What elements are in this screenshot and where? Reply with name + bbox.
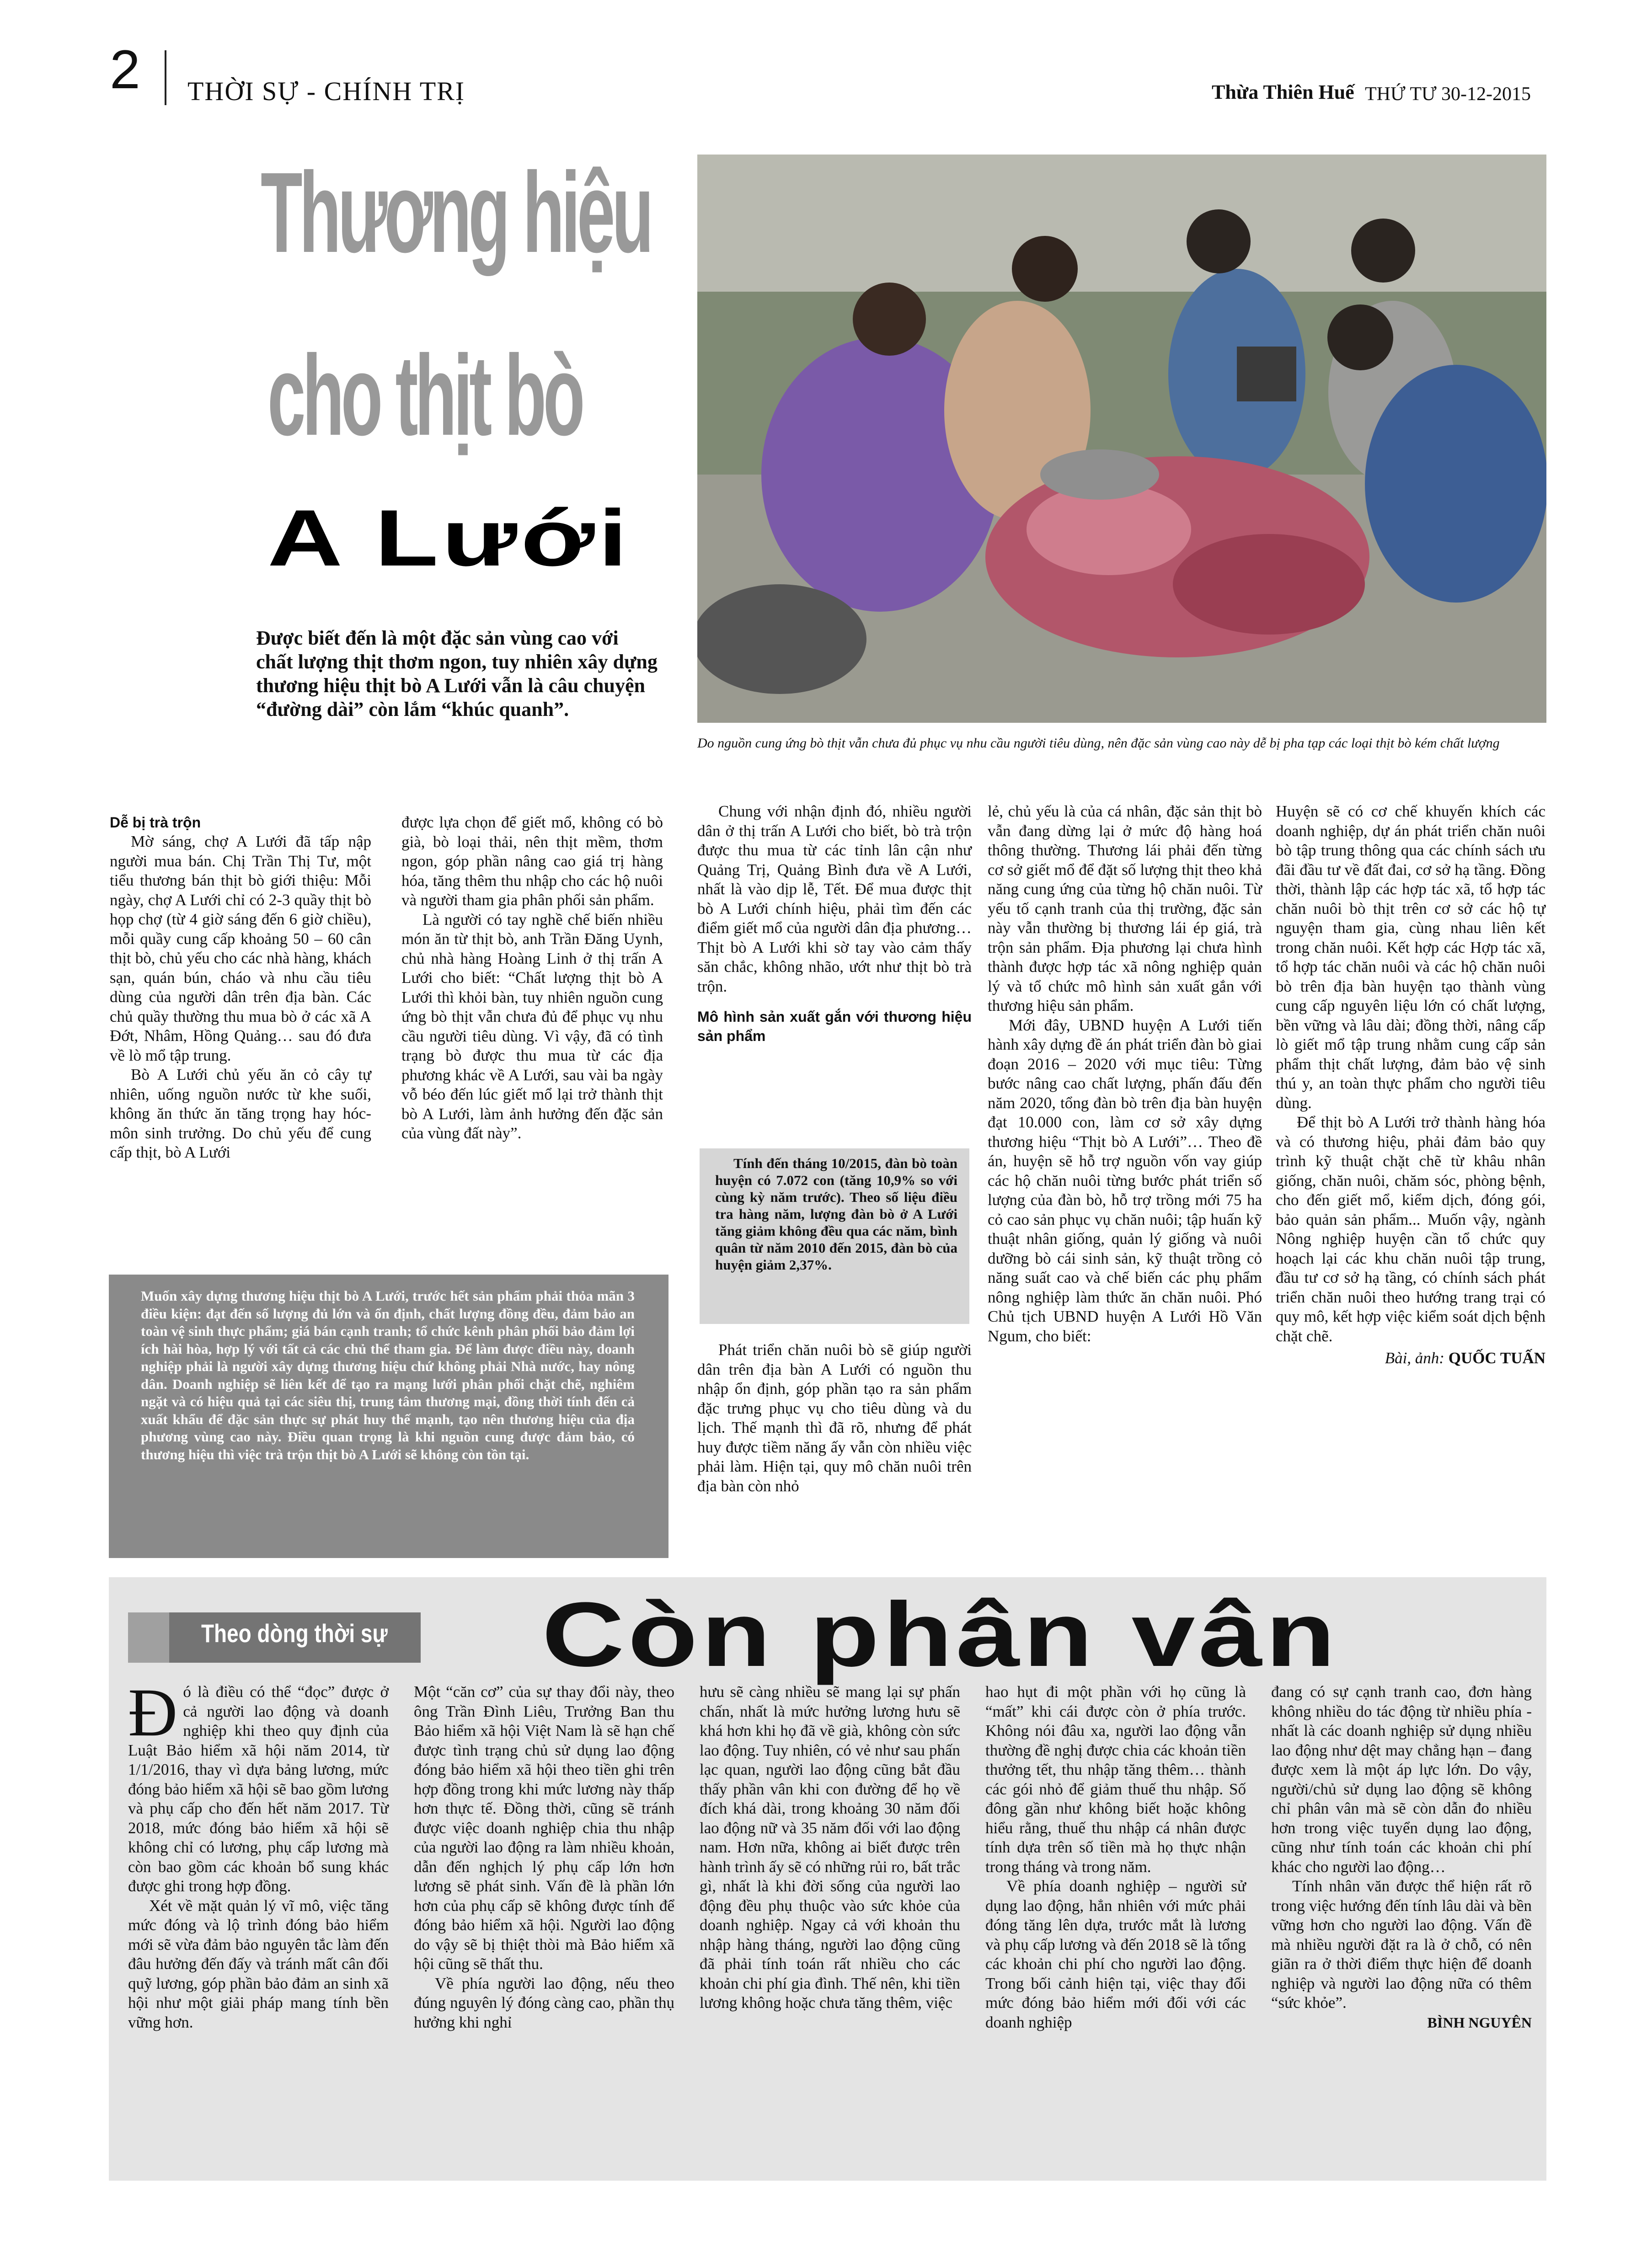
bottom-column-3 xyxy=(700,1682,960,2013)
article-column-3-cont xyxy=(697,1340,972,1496)
highlight-box xyxy=(109,1275,668,1558)
statistics-box xyxy=(700,1148,969,1324)
bottom-headline: Còn phân vân xyxy=(542,1584,1339,1686)
paragraph: đang có sự cạnh tranh cao, đơn hàng không nhiều do tác động từ nhiều phía - nhất là các doanh nghiệp sử dụng nhiều lao động như dệt may chẳng hạn – đang được xem là một áp lực lớn. Do vậy, người/chủ sử dụng lao động sẽ không chỉ phân vân mà sẽ còn dẫn đo nhiều hơn trong việc tuyển dụng lao động, cũng như tính toán các khoản chi phí khác cho người lao động… xyxy=(1271,1683,1532,1876)
article-column-3 xyxy=(697,802,972,1046)
article-column-4 xyxy=(988,802,1262,1346)
photo-illustration xyxy=(697,155,1546,723)
paragraph: lẻ, chủ yếu là của cá nhân, đặc sản thịt bò vẫn đang dừng lại ở mức độ hàng hoá thông thường. Thương lái phải đến từng cơ sở giết mổ để đặt số lượng thịt theo khả năng cung ứng của từng hộ chăn nuôi. Từ yếu tố cạnh tranh của thị trường, đặc sản này vẫn thường bị thương lái ép giá, trà trộn sản phẩm. Địa phương lại chưa hình thành được hợp tác xã nông nghiệp quản lý và tổ chức mô hình sản xuất gắn với thương hiệu sản phẩm. xyxy=(988,802,1262,1014)
column-label: Theo dòng thời sự xyxy=(201,1619,388,1648)
page-number: 2 xyxy=(110,39,140,100)
paragraph: Xét về mặt quản lý vĩ mô, việc tăng mức đóng và lộ trình đóng bảo hiểm mới sẽ vừa đảm bảo nguyên tắc làm đến đâu hưởng đến đấy và tránh mất cân đối quỹ lương, góp phần bảo đảm an sinh xã hội như một giải pháp mang tính bền vững hơn. xyxy=(128,1896,389,2031)
headline-line-3: A Lưới xyxy=(267,494,631,583)
author-signature: BÌNH NGUYÊN xyxy=(1427,2014,1532,2031)
paragraph: Về phía doanh nghiệp – người sử dụng lao động, hẳn nhiên với mức phải đóng tăng lên dựa, trước mắt là lương và phụ cấp lương và đến 2018 sẽ là tổng các khoản chi phí cho người lao động. Trong bối cảnh hiện tại, việc thay đổi mức đóng bảo hiểm mới đối với các doanh nghiệp xyxy=(985,1877,1246,2031)
byline xyxy=(1276,1349,1545,1368)
bottom-column-2 xyxy=(414,1682,674,2032)
photo-caption: Do nguồn cung ứng bò thịt vẫn chưa đủ phục vụ nhu cầu người tiêu dùng, nên đặc sản vùng cao này dễ bị pha tạp các loại thịt bò kém chất lượng xyxy=(697,736,1500,751)
section-title: THỜI SỰ - CHÍNH TRỊ xyxy=(187,76,465,106)
byline-author: QUỐC TUẤN xyxy=(1448,1349,1545,1367)
paragraph: Là người có tay nghề chế biến nhiều món ăn từ thịt bò, anh Trần Đăng Uynh, chủ nhà hàng Hoàng Linh ở thị trấn A Lưới cho biết: “Chất lượng thịt bò A Lưới thì khỏi bàn, tuy nhiên nguồn cung ứng bò thịt vẫn chưa đủ để phục vụ nhu cầu người tiêu dùng. Vì vậy, đã có tình trạng bò được thu mua từ các địa phương khác về A Lưới, sau vài ba ngày vỗ béo đến lúc giết mổ lại trở thành thịt bò A Lưới, làm ảnh hưởng đến đặc sản của vùng đất này”. xyxy=(401,910,663,1142)
paragraph: Huyện sẽ có cơ chế khuyến khích các doanh nghiệp, dự án phát triển chăn nuôi bò tập trung thông qua các chính sách ưu đãi đầu tư về đất đai, cơ sở hạ tầng. Đồng thời, thành lập các hợp tác xã, tổ hợp tác chăn nuôi bò thịt trên cơ sở các hộ tự nguyện tham gia, cùng nhau liên kết trong chăn nuôi. Kết hợp các Hợp tác xã, tổ hợp tác chăn nuôi và các hộ chăn nuôi bò trên địa bàn huyện tạo thành vùng cung cấp nguyên liệu lớn có chất lượng, bền vững và lâu dài; đồng thời, nâng cấp lò giết mổ tập trung nhằm cung cấp sản phẩm thịt chất lượng, đảm bảo vệ sinh thú y, an toàn thực phẩm cho người tiêu dùng. xyxy=(1276,802,1545,1112)
bottom-column-4 xyxy=(985,1682,1246,2032)
paragraph: Bò A Lưới chủ yếu ăn cỏ cây tự nhiên, uống nguồn nước từ khe suối, không ăn thức ăn tăng trọng hay hóc-môn sinh trưởng. Do chủ yếu để cung cấp thịt, bò A Lưới xyxy=(110,1066,371,1161)
statistics-text: Tính đến tháng 10/2015, đàn bò toàn huyện có 7.072 con (tăng 10,9% so với cùng kỳ năm trước). Theo số liệu điều tra hàng năm, lượng đàn bò ở A Lưới tăng giảm không đều qua các năm, bình quân từ năm 2010 đến 2015, đàn bò của huyện giảm 2,37%. xyxy=(715,1155,957,1273)
headline-line-1: Thương hiệu xyxy=(261,149,651,276)
headline-line-2: cho thịt bò xyxy=(267,331,582,459)
paragraph: hao hụt đi một phần với họ cũng là “mất” khi cái được còn ở phía trước. Không nói đâu xa, người lao động vẫn thường đề nghị được chia các khoản tiền thưởng tết, thu nhập tăng thêm… thành các gói nhỏ để giảm thuế thu nhập. Số đông gần như không biết hoặc không hiểu rằng, thuế thu nhập cá nhân được tính dựa trên số tiền mà họ thực nhận trong tháng và trong năm. xyxy=(985,1683,1246,1876)
drop-cap: Đ xyxy=(128,1675,178,1750)
paragraph: Mới đây, UBND huyện A Lưới tiến hành xây dựng đề án phát triển đàn bò giai đoạn 2016 – 2020 với mục tiêu: Từng bước nâng cao chất lượng, phấn đấu đến năm 2020, tổng đàn bò trên địa bàn huyện đạt 10.000 con, làm cơ sở xây dựng thương hiệu “Thịt bò A Lưới”… Theo đề án, huyện sẽ hỗ trợ nguồn vốn vay giúp các hộ chăn nuôi từng bước phát triển số lượng của đàn bò, hỗ trợ trồng mới 75 ha cỏ cao sản phục vụ chăn nuôi; tập huấn kỹ thuật nhân giống, quản lý giống và nuôi dưỡng bò cái sinh sản, kỹ thuật trồng cỏ năng suất cao và chế biến các phụ phẩm nông nghiệp làm thức ăn chăn nuôi. Phó Chủ tịch UBND huyện A Lưới Hồ Văn Ngum, cho biết: xyxy=(988,1016,1262,1345)
paragraph: Phát triển chăn nuôi bò sẽ giúp người dân trên địa bàn A Lưới có nguồn thu nhập ổn định, góp phần tạo ra sản phẩm đặc trưng phục vụ cho tiêu dùng và du lịch. Thế mạnh thì đã rõ, nhưng để phát huy được tiềm năng ấy vẫn còn nhiều việc phải làm. Hiện tại, quy mô chăn nuôi trên địa bàn còn nhỏ xyxy=(697,1341,972,1495)
issue-date: THỨ TƯ 30-12-2015 xyxy=(1365,84,1531,105)
article-column-1 xyxy=(110,813,371,1163)
newspaper-name: Thừa Thiên Huế xyxy=(1212,81,1354,103)
highlight-text: Muốn xây dựng thương hiệu thịt bò A Lưới, trước hết sản phẩm phải thỏa mãn 3 điều kiện: đạt đến số lượng đủ lớn và ổn định, chất lượng đồng đều, đảm bảo an toàn vệ sinh thực phẩm; giá bán cạnh tranh; tổ chức kênh phân phối bảo đảm lợi ích hài hòa, hợp lý với tất cả các chủ thể tham gia. Để làm được điều này, doanh nghiệp phải là người xây dựng thương hiệu chứ không phải Nhà nước, hay nông dân. Doanh nghiệp sẽ liên kết để tạo ra mạng lưới phân phối chặt chẽ, nghiêm ngặt và có hiệu quả tại các siêu thị, trung tâm thương mại, đồng thời tính đến cả xuất khẩu để đặc sản thực sự phát huy thế mạnh, tạo nên thương hiệu của địa phương vùng cao này. Điều quan trọng là khi nguồn cung được đảm bảo, có thương hiệu thì việc trà trộn thịt bò A Lưới sẽ không còn tồn tại. xyxy=(141,1288,635,1462)
bottom-column-5 xyxy=(1271,1682,1532,2032)
subheading: Dễ bị trà trộn xyxy=(110,814,201,831)
paragraph: Để thịt bò A Lưới trở thành hàng hóa và có thương hiệu, phải đảm bảo quy trình kỹ thuật chặt chẽ từ khâu nhân giống, chăn nuôi, chăm sóc, phòng bệnh, cho đến giết mổ, kiểm dịch, đóng gói, bảo quản sản phẩm... Muốn vậy, ngành Nông nghiệp huyện cần tổ chức quy hoạch lại các khu chăn nuôi tập trung, đầu tư cơ sở hạ tầng, có chính sách phát triển chăn nuôi theo hướng trang trại có quy mô, kết hợp việc kiểm soát dịch bệnh chặt chẽ. xyxy=(1276,1113,1545,1345)
paragraph-text: ó là điều có thể “đọc” được ở cả người lao động và doanh nghiệp khi theo quy định của Luật Bảo hiểm xã hội năm 2014, từ 1/1/2016, thay vì dựa bảng lương, mức đóng bảo hiểm xã hội sẽ bao gồm lương và phụ cấp cho đến hết năm 2017. Từ 2018, mức đóng bảo hiểm xã hội sẽ không chỉ có lương, phụ cấp lương mà còn bao gồm các khoản bổ sung khác được ghi trong hợp đồng. xyxy=(128,1683,389,1895)
article-photo xyxy=(697,155,1546,723)
header-divider xyxy=(165,50,166,105)
paragraph: Một “căn cơ” của sự thay đổi này, theo ông Trần Đình Liêu, Trưởng Ban thu Bảo hiểm xã hội Việt Nam là sẽ hạn chế được tình trạng chủ sử dụng lao động đóng bảo hiểm xã hội theo tiền ghi trên hợp đồng trong khi mức lương này thấp hơn thực tế. Đồng thời, cũng sẽ tránh được việc doanh nghiệp chia thu nhập của người lao động ra làm nhiều khoản, dẫn đến nghịch lý phụ cấp lớn hơn lương sẽ phát sinh. Vấn đề là phần lớn hơn của phụ cấp sẽ không được tính để đóng bảo hiểm xã hội. Người lao động do vậy sẽ bị thiệt thòi mà Bảo hiểm xã hội cũng sẽ thất thu. xyxy=(414,1683,674,1973)
subheading: Mô hình sản xuất gắn với thương hiệu sản phẩm xyxy=(697,1009,972,1044)
article-lead: Được biết đến là một đặc sản vùng cao với chất lượng thịt thơm ngon, tuy nhiên xây dựng thương hiệu thịt bò A Lưới vẫn là câu chuyện “đường dài” còn lắm “khúc quanh”. xyxy=(256,627,658,720)
byline-prefix: Bài, ảnh: xyxy=(1385,1349,1444,1367)
article-column-2 xyxy=(401,813,663,1143)
bottom-column-1 xyxy=(128,1675,389,2032)
paragraph: được lựa chọn để giết mổ, không có bò già, bò loại thải, nên thịt mềm, thơm ngon, góp phần nâng cao giá trị hàng hóa, tăng thêm thu nhập cho các hộ nuôi và người tham gia phân phối sản phẩm. xyxy=(401,813,663,909)
paragraph xyxy=(128,1675,389,1896)
paragraph: Mờ sáng, chợ A Lưới đã tấp nập người mua bán. Chị Trần Thị Tư, một tiểu thương bán thịt bò giới thiệu: Mỗi ngày, chợ A Lưới chỉ có 2-3 quầy thịt bò họp chợ (từ 4 giờ sáng đến 6 giờ chiều), mỗi quầy cung cấp khoảng 50 – 60 cân thịt bò, chủ yếu cho các nhà hàng, khách sạn, quán bún, cháo và nhu cầu tiêu dùng của người dân trên địa bàn. Các chủ quầy thường thu mua bò ở các xã A Đớt, Nhâm, Hồng Quảng… sau đó đưa về lò mổ tập trung. xyxy=(110,832,371,1064)
paragraph: hưu sẽ càng nhiều sẽ mang lại sự phấn chấn, nhất là mức hưởng lương hưu sẽ khá hơn khi họ đã về già, không còn sức lao động. Tuy nhiên, có vẻ như sau phấn lạc quan, người lao động cũng bắt đầu thấy phần vân khi con đường để họ về đích khá dài, trong khoảng 30 năm đối lao động nữ và 35 năm đối với lao động nam. Hơn nữa, không ai biết được trên hành trình ấy sẽ có những rủi ro, bất trắc gì, nhất là khi đời sống của người lao động đều phụ thuộc vào sức khỏe của doanh nghiệp. Ngay cả với khoản thu nhập hàng tháng, người lao động cũng đã phải tính toán rất nhiều cho các khoản chi phí gia đình. Thế nên, khi tiền lương không hoặc chưa tăng thêm, việc xyxy=(700,1683,960,2012)
article-column-5 xyxy=(1276,802,1545,1368)
paragraph: Tính nhân văn được thể hiện rất rõ trong việc hướng đến tính lâu dài và bền vững hơn cho người lao động. Vấn đề mà nhiều người đặt ra là ở chỗ, có nên giãn ra ở thời điểm thực hiện để doanh nghiệp và người lao động nữa có thêm “sức khỏe”. xyxy=(1271,1877,1532,2012)
paragraph: Về phía người lao động, nếu theo đúng nguyên lý đóng càng cao, phần thụ hưởng khi nghỉ xyxy=(414,1974,674,2031)
paragraph: Chung với nhận định đó, nhiều người dân ở thị trấn A Lưới cho biết, bò trà trộn được thu mua từ các tỉnh lân cận như Quảng Trị, Quảng Bình đưa về A Lưới, nhất là vào dịp lễ, Tết. Để mua được thịt bò A Lưới chính hiệu, phải tìm đến các điểm giết mổ của người dân địa phương… Thịt bò A Lưới khi sờ tay vào cảm thấy săn chắc, không nhão, ướt như thịt bò trà trộn. xyxy=(697,802,972,995)
